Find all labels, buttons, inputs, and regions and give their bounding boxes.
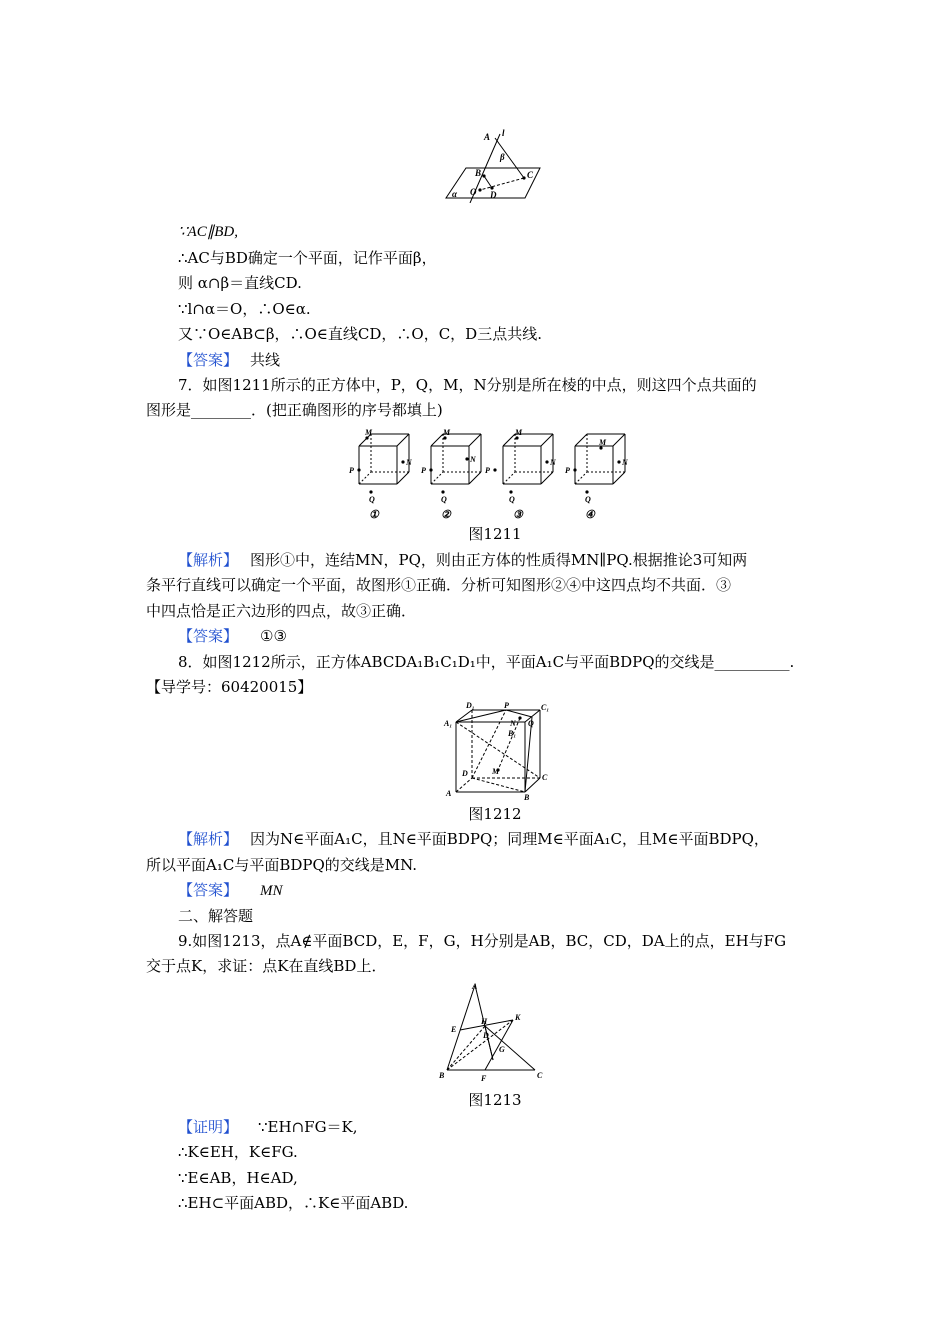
analysis-8-line-2: 所以平面A₁C与平面BDPQ的交线是MN.	[146, 856, 418, 874]
figure-plane-line	[440, 128, 550, 203]
svg-text:H: H	[481, 1017, 488, 1026]
cube-label: ①	[369, 509, 379, 520]
svg-text:Q: Q	[528, 719, 534, 728]
cube-edge	[469, 472, 481, 484]
label-alpha: α	[452, 189, 457, 199]
proof-line-4: ∴EH⊂平面ABD，∴K∈平面ABD.	[178, 1194, 409, 1212]
text-intersection-cd: 则 α∩β＝直线CD.	[178, 274, 302, 292]
cube-edge	[469, 434, 481, 446]
answer-7-text: ①③	[260, 627, 287, 645]
question-7-line-2: 图形是________．(把正确图形的序号都填上)	[146, 401, 443, 419]
cube-edge	[359, 472, 371, 484]
cube-edge	[575, 472, 587, 484]
cube-point	[573, 468, 576, 471]
cube-point	[585, 490, 588, 493]
answer-8-text: MN	[260, 883, 283, 899]
answer-tag: 【答案】	[178, 881, 239, 899]
svg-text:B: B	[524, 793, 530, 800]
analysis-tag: 【解析】	[178, 830, 239, 848]
cube-edge	[613, 434, 625, 446]
cube-label: P	[565, 466, 570, 475]
analysis-7-line-2: 条平行直线可以确定一个平面，故图形①正确．分析可知图形②④中这四点均不共面．③	[146, 576, 732, 594]
figure-1213-caption: 图1213	[468, 1091, 522, 1109]
svg-text:B: B	[439, 1071, 445, 1080]
question-9-line-1: 9.如图1213，点A∉平面BCD，E，F，G，H分别是AB，BC，CD，DA上的点，EH与FG	[178, 932, 787, 950]
svg-text:C: C	[542, 773, 548, 782]
figure-1211-cubes	[345, 428, 645, 520]
cube-label: P	[485, 466, 490, 475]
svg-text:N: N	[510, 719, 516, 728]
label-b: B	[475, 168, 482, 178]
cube-label: P	[349, 466, 354, 475]
figure-1211-caption: 图1211	[468, 525, 522, 543]
svg-text:A: A	[472, 982, 478, 991]
analysis-8-line-1	[178, 829, 769, 849]
cube-label: Q	[441, 495, 447, 504]
cube-label: N	[622, 458, 628, 467]
label-c: C	[527, 170, 534, 180]
cube-label: Q	[369, 495, 375, 504]
cube-edge	[503, 434, 515, 446]
label-l: l	[502, 128, 505, 138]
cube-label: ③	[513, 509, 523, 520]
cube-label: ④	[585, 509, 595, 520]
cube-label: M	[443, 428, 451, 437]
cube-label: Q	[585, 495, 591, 504]
svg-text:M: M	[492, 767, 500, 776]
svg-text:K: K	[515, 1013, 521, 1022]
label-o: O	[470, 187, 477, 197]
figure-1213	[435, 980, 550, 1088]
cube-point	[545, 460, 548, 463]
svg-text:E: E	[451, 1025, 457, 1034]
proof-line-2: ∴K∈EH，K∈FG.	[178, 1143, 298, 1161]
cube-edge	[503, 472, 515, 484]
answer-7	[178, 626, 287, 646]
analysis-tag: 【解析】	[178, 551, 239, 569]
text-ac-parallel-bd: ∵AC∥BD,	[178, 224, 238, 240]
cube-label: N	[470, 455, 476, 464]
cube-label: P	[421, 466, 426, 475]
analysis-7-line-1	[178, 550, 747, 570]
cube-label: M	[599, 438, 607, 447]
cube-label: M	[515, 428, 523, 437]
cube-edge	[541, 434, 553, 446]
svg-text:D₁: D₁	[466, 701, 475, 710]
cube-point	[429, 468, 432, 471]
answer-tag: 【答案】	[178, 627, 239, 645]
point-b	[482, 174, 485, 177]
label-beta: β	[500, 152, 505, 162]
cube-edge	[431, 472, 443, 484]
label-a: A	[484, 132, 491, 142]
cube-label: ②	[441, 509, 451, 520]
proof-line-1	[178, 1117, 358, 1137]
cube-point	[617, 460, 620, 463]
text-collinear: 又∵O∈AB⊂β，∴O∈直线CD，∴O，C，D三点共线.	[178, 325, 542, 343]
svg-text:B₁: B₁	[508, 729, 517, 738]
figure-1212-caption: 图1212	[468, 805, 522, 823]
svg-text:C₁: C₁	[541, 703, 550, 712]
cube-label: N	[406, 458, 412, 467]
segment-bd	[484, 176, 492, 188]
cube-point	[465, 457, 468, 460]
svg-text:A: A	[446, 789, 452, 798]
cube-label: N	[550, 458, 556, 467]
text-plane-beta: ∴AC与BD确定一个平面，记作平面β，	[178, 249, 437, 267]
cube-edge	[613, 472, 625, 484]
proof-tag: 【证明】	[178, 1118, 239, 1136]
cube-point	[369, 490, 372, 493]
svg-text:A₁: A₁	[444, 719, 453, 728]
question-9-line-2: 交于点K，求证：点K在直线BD上．	[146, 957, 387, 975]
section-heading: 二、解答题	[178, 907, 254, 925]
cube-edge	[541, 472, 553, 484]
svg-text:D: D	[462, 769, 468, 778]
analysis-8-text-1: 因为N∈平面A₁C，且N∈平面BDPQ；同理M∈平面A₁C，且M∈平面BDPQ，	[250, 830, 769, 848]
cube-point	[493, 468, 496, 471]
label-d: D	[490, 190, 497, 200]
svg-text:D: D	[483, 1031, 489, 1040]
answer-8	[178, 880, 283, 901]
proof-line-3: ∵E∈AB，H∈AD,	[178, 1169, 298, 1187]
cube-edge	[575, 434, 587, 446]
svg-text:F: F	[481, 1074, 487, 1083]
cube-point	[357, 468, 360, 471]
cube-edge	[431, 434, 443, 446]
proof-text-1: ∵EH∩FG＝K,	[258, 1118, 358, 1136]
cube-label: M	[365, 428, 373, 437]
question-7-line-1: 7．如图1211所示的正方体中，P，Q，M，N分别是所在棱的中点，则这四个点共面的	[178, 376, 757, 394]
cube-label: Q	[509, 495, 515, 504]
answer-tag: 【答案】	[178, 351, 239, 369]
question-8-reference: 【导学号：60420015】	[146, 678, 313, 696]
answer-6	[178, 350, 280, 370]
cube-edge	[397, 434, 409, 446]
svg-text:C: C	[537, 1071, 543, 1080]
point-c	[522, 176, 525, 179]
svg-text:G: G	[499, 1045, 505, 1054]
point-o	[478, 188, 481, 191]
answer-6-text: 共线	[250, 351, 281, 369]
question-8-line-1: 8．如图1212所示，正方体ABCDA₁B₁C₁D₁中，平面A₁C与平面BDPQ的交线是__________.	[178, 653, 795, 671]
cube-point	[509, 490, 512, 493]
text-o-in-alpha: ∵l∩α＝O，∴O∈α.	[178, 300, 311, 318]
cube-edge	[397, 472, 409, 484]
svg-text:P: P	[504, 701, 509, 710]
analysis-7-text-1: 图形①中，连结MN，PQ，则由正方体的性质得MN∥PQ.根据推论3可知两	[250, 551, 748, 569]
analysis-7-line-3: 中四点恰是正六边形的四点，故③正确．	[146, 602, 417, 620]
cube-point	[441, 490, 444, 493]
figure-1212-cube	[440, 700, 550, 800]
cube-point	[401, 460, 404, 463]
